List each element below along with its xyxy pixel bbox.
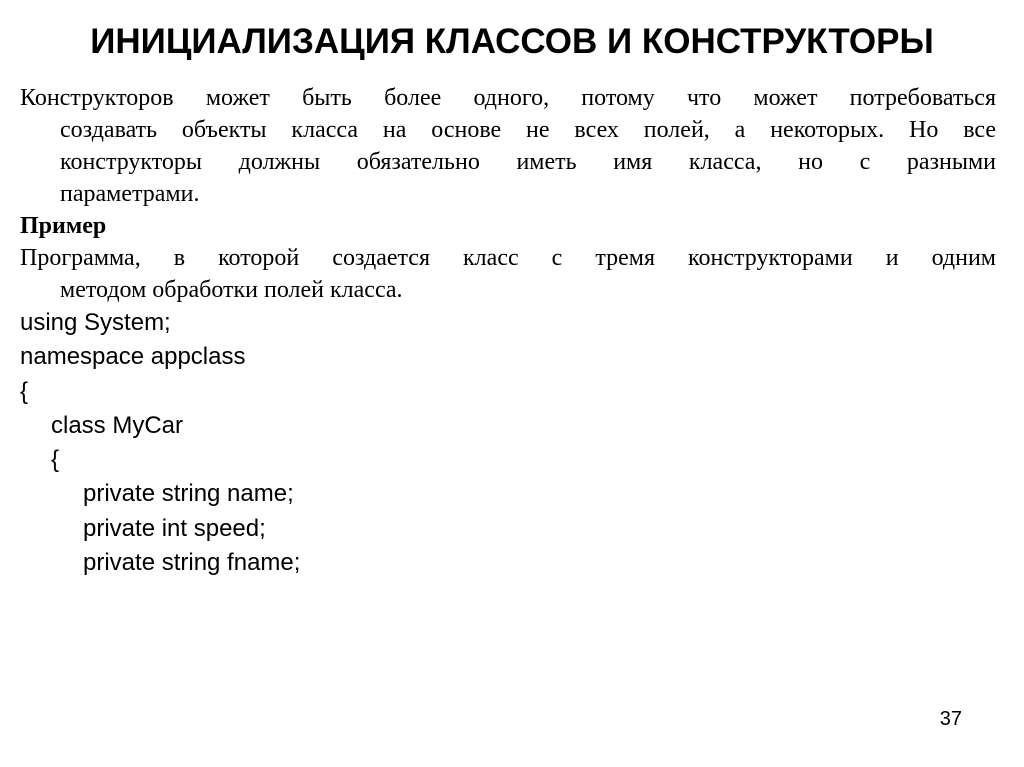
code-line: private int speed; [83,514,266,542]
code-block [20,306,300,580]
text-line: методом обработки полей класса. [60,277,403,303]
intro-paragraph [20,82,996,306]
code-line: class MyCar [51,411,184,439]
code-line: { [51,446,60,474]
code-line: private string fname; [83,549,301,577]
code-line: { [20,377,29,405]
code-line: using System; [20,309,171,336]
code-line: private string name; [83,480,294,508]
slide-title: ИНИЦИАЛИЗАЦИЯ КЛАССОВ И КОНСТРУКТОРЫ [90,22,934,61]
text-line: Конструкторов может быть более одного, потому что может потребоваться [20,85,996,111]
page-number: 37 [939,708,962,730]
example-heading: Пример [20,213,107,239]
text-line: конструкторы должны обязательно иметь имя класса, но с разными [60,149,996,175]
code-line: namespace appclass [20,343,246,371]
text-line: создавать объекты класса на основе не всех полей, а некоторых. Но все [60,117,996,143]
text-line: Программа, в которой создается класс с тремя конструкторами и одним [20,245,996,271]
text-line: параметрами. [60,181,200,207]
